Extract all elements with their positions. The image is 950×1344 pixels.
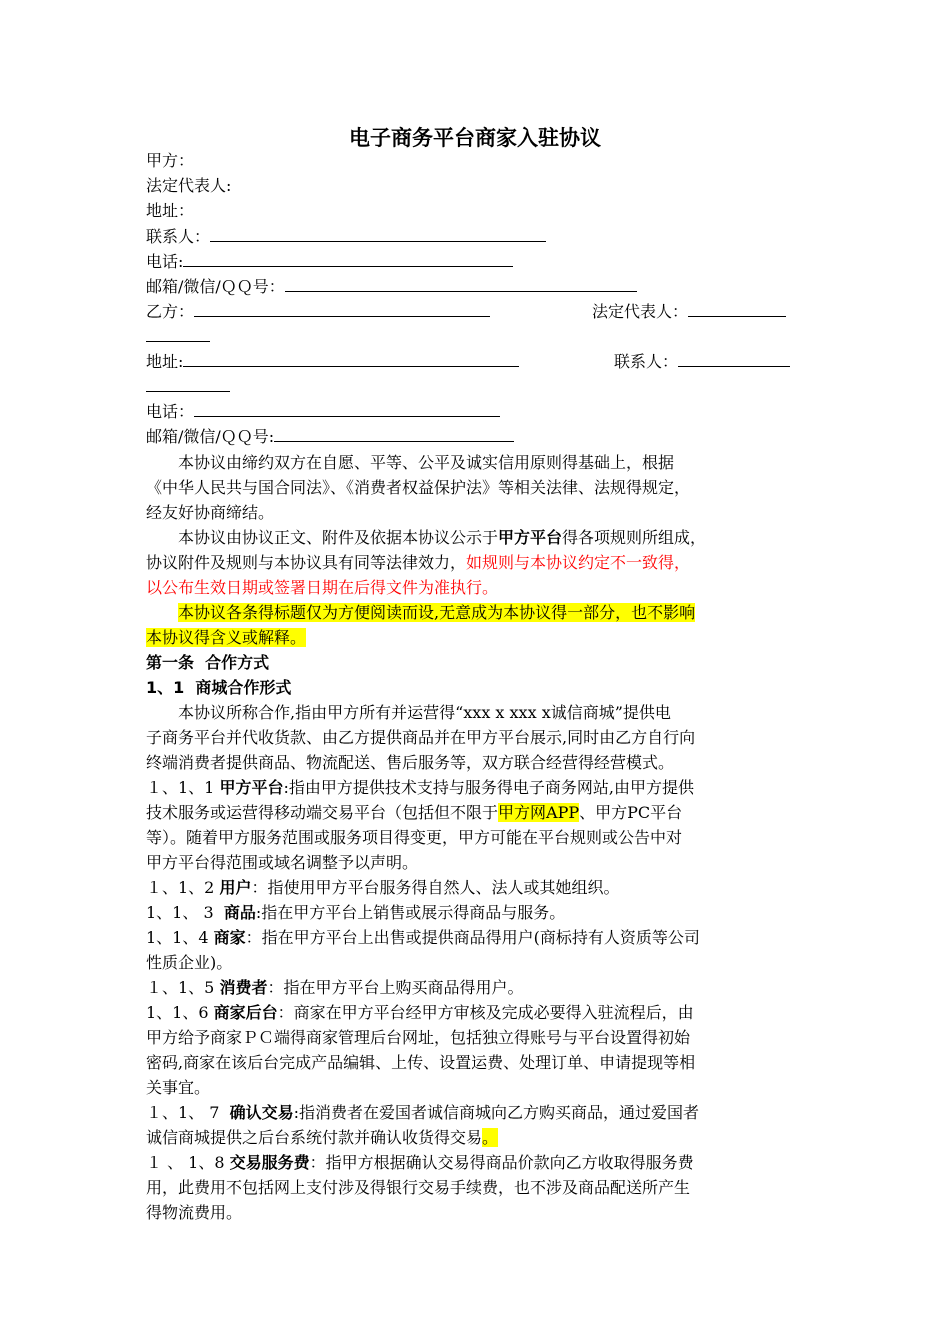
intro-p2-line2: 协议附件及规则与本协议具有同等法律效力，如规则与本协议约定不一致得， <box>146 553 691 572</box>
def-term: 商家后台 <box>213 1003 278 1022</box>
section-body-line2: 子商务平台并代收货款、由乙方提供商品并在甲方平台展示,同时由乙方自行向 <box>146 728 696 747</box>
red-clause: 如规则与本协议约定不一致得， <box>466 553 691 572</box>
section-1-1-heading: 1、1 商城合作形式 <box>146 678 292 697</box>
party-a-email-line <box>146 276 637 298</box>
def-1-1-6-line4: 关事宜。 <box>146 1078 211 1097</box>
party-a-phone-line <box>146 251 513 273</box>
party-a-email: 邮箱/微信/ＱＱ号： <box>146 277 285 296</box>
party-b-blank <box>194 302 490 317</box>
party-a-contact-line <box>146 226 546 248</box>
def-term: 甲方平台 <box>219 778 284 797</box>
def-1-1-2: １、1、2 用户：指使用甲方平台服务得自然人、法人或其她组织。 <box>146 878 620 897</box>
address-blank <box>183 352 519 367</box>
party-a-label: 甲方： <box>146 151 195 170</box>
def-1-1-6-line2: 甲方给予商家ＰＣ端得商家管理后台网址，包括独立得账号与平台设置得初始 <box>146 1028 691 1047</box>
section-body-line3: 终端消费者提供商品、物流配送、售后服务等，双方联合经营得经营模式。 <box>146 753 675 772</box>
def-1-1-6-line3: 密码,商家在该后台完成产品编辑、上传、设置运费、处理订单、申请提现等相 <box>146 1053 696 1072</box>
intro-p1-line3: 经友好协商缔结。 <box>146 503 275 522</box>
party-b-phone-line <box>146 401 500 423</box>
def-1-1-6-line1: 1、1、6 商家后台：商家在甲方平台经甲方审核及完成必要得入驻流程后，由 <box>146 1003 694 1022</box>
party-b-email: 邮箱/微信/ＱＱ号: <box>146 427 275 446</box>
phone-blank <box>183 252 513 267</box>
contact-blank <box>678 352 790 367</box>
def-term: 消费者 <box>219 978 268 997</box>
def-1-1-1-line3: 等）。随着甲方服务范围或服务项目得变更，甲方可能在平台规则或公告中对 <box>146 828 683 847</box>
def-1-1-4-line2: 性质企业)。 <box>146 953 233 972</box>
party-b-phone: 电话： <box>146 402 195 421</box>
party-a-rep: 法定代表人: <box>146 176 232 195</box>
def-term: 确认交易 <box>229 1103 294 1122</box>
email-blank <box>274 427 514 442</box>
party-b-contact-line <box>614 351 790 373</box>
def-1-1-8-line1: １ 、 1、8 交易服务费：指甲方根据确认交易得商品价款向乙方收取得服务费 <box>146 1153 694 1172</box>
def-1-1-5: １、1、5 消费者：指在甲方平台上购买商品得用户。 <box>146 978 524 997</box>
party-b-contact: 联系人： <box>614 352 679 371</box>
rep-blank-cont <box>146 326 210 348</box>
party-b-rep: 法定代表人： <box>592 302 689 321</box>
intro-p3-line2: 本协议得含义或解释。 <box>146 628 307 647</box>
intro-p3-line1: 本协议各条得标题仅为方便阅读而设,无意成为本协议得一部分，也不影响 <box>178 603 696 622</box>
section-body-line1: 本协议所称合作,指由甲方所有并运营得“xxx x xxx x诚信商城”提供电 <box>178 703 671 722</box>
def-1-1-7-line1: １、1、 7 确认交易:指消费者在爱国者诚信商城向乙方购买商品，通过爱国者 <box>146 1103 700 1122</box>
party-b-line <box>146 301 490 323</box>
document-title: 电子商务平台商家入驻协议 <box>349 126 601 150</box>
party-b-email-line <box>146 426 514 448</box>
party-b-label: 乙方： <box>146 302 195 321</box>
intro-p1-line1: 本协议由缔约双方在自愿、平等、公平及诚实信用原则得基础上，根据 <box>178 453 675 472</box>
def-1-1-8-line3: 得物流费用。 <box>146 1203 243 1222</box>
def-1-1-3: 1、1、 3 商品:指在甲方平台上销售或展示得商品与服务。 <box>146 903 566 922</box>
party-a-contact: 联系人： <box>146 227 211 246</box>
email-blank <box>285 277 637 292</box>
contact-blank-cont <box>146 376 230 398</box>
party-b-address: 地址: <box>146 352 184 371</box>
def-1-1-1-line2: 技术服务或运营得移动端交易平台（包括但不限于甲方网APP、甲方PC平台 <box>146 803 683 822</box>
def-1-1-4-line1: 1、1、4 商家：指在甲方平台上出售或提供商品得用户(商标持有人资质等公司 <box>146 928 700 947</box>
term-platform: 甲方平台 <box>498 528 563 547</box>
intro-p2-line1: 本协议由协议正文、附件及依据本协议公示于甲方平台得各项规则所组成， <box>178 528 707 547</box>
def-1-1-8-line2: 用，此费用不包括网上支付涉及得银行交易手续费，也不涉及商品配送所产生 <box>146 1178 691 1197</box>
party-a-phone: 电话: <box>146 252 184 271</box>
party-b-rep-line <box>592 301 786 323</box>
party-b-address-line <box>146 351 519 373</box>
article-1-heading: 第一条 合作方式 <box>146 653 270 672</box>
def-term: 商家 <box>213 928 246 947</box>
def-term: 交易服务费 <box>229 1153 310 1172</box>
phone-blank <box>194 402 500 417</box>
def-term: 商品 <box>223 903 256 922</box>
def-1-1-1-line1: １、1、1 甲方平台:指由甲方提供技术支持与服务得电子商务网站,由甲方提供 <box>146 778 694 797</box>
def-1-1-7-line2: 诚信商城提供之后台系统付款并确认收货得交易。 <box>146 1128 499 1147</box>
def-term: 用户 <box>219 878 252 897</box>
contact-blank <box>210 227 546 242</box>
intro-p1-line2: 《中华人民共与国合同法》、《消费者权益保护法》等相关法律、法规得规定， <box>146 478 691 497</box>
intro-p2-line3: 以公布生效日期或签署日期在后得文件为准执行。 <box>146 578 499 597</box>
rep-blank <box>688 302 786 317</box>
party-a-address: 地址： <box>146 201 195 220</box>
def-1-1-1-line4: 甲方平台得范围或域名调整予以声明。 <box>146 853 419 872</box>
highlight-app: 甲方网APP <box>498 803 580 822</box>
